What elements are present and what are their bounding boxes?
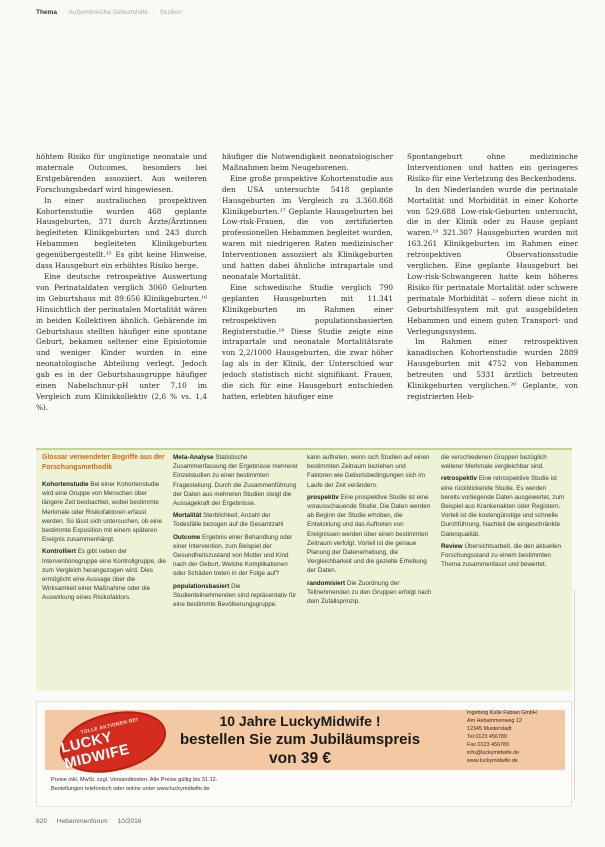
glossary-definition: Die Zuordnung der Teilnehmenden zu den Gruppen erfolgt nach dem Zufallsprinzip. bbox=[307, 579, 432, 606]
glossary-definition: die verschiedenen Gruppen bezüglich weiterer Merkmale vergleichbar sind. bbox=[441, 454, 547, 471]
glossary-entry bbox=[173, 533, 298, 579]
ad-fineprint bbox=[51, 776, 351, 793]
glossary-definition: Sterblichkeit, Anzahl der Todesfälle bezogen auf die Gesamtzahl bbox=[173, 512, 284, 529]
glossary-column-3 bbox=[307, 453, 432, 689]
paragraph: häufiger die Notwendigkeit neonatologischer Maßnahmen beim Neugeborenen. bbox=[222, 152, 393, 172]
paragraph: Eine deutsche retrospektive Auswertung von Perinataldaten verglich 3060 Geburten im Geburtshaus mit 89.656 Klinikgeburten.¹⁶ Hinsichtlich der perinatalen Mortalität wären in beiden Kollektiven ähnlich. Gebärende im Geburtshaus stellten häufiger eine spontane Geburt, bekamen seltener eine Episiotomie und weniger Kinder wurden in eine neonatologische Abteilung verlegt. Jedoch gab es in der Geburtshausgruppe häufiger einen Nabelschnur-pH unter 7,10 im Vergleich zum Klinikkollektiv (2,6 % vs. 1,4 %). bbox=[36, 271, 207, 412]
logo-tagline: TOLLE AKTIONEN BEI bbox=[80, 716, 139, 736]
glossary-definition: Eine prospektive Studie ist eine vorausschauende Studie. Die Daten werden ab Beginn der Studie erhoben, die Entwicklung und das Auftreten von Ereignissen werden über einen bestimmten Zeitraum verfolgt. Vorteil ist die genaue Planung der Datenerhebung, die Vergleichbarkeit und die gezielte Erhebung der Daten. bbox=[307, 493, 431, 575]
glossary-title: Glossar verwendeter Begriffe aus der Forschungsmethodik bbox=[42, 454, 165, 471]
glossary-entry bbox=[173, 453, 298, 508]
article-column-1 bbox=[36, 152, 207, 434]
glossary-term: populationsbasiert bbox=[173, 582, 230, 590]
glossary-column-4 bbox=[441, 453, 566, 689]
glossary-entry bbox=[307, 453, 432, 490]
glossary-entry bbox=[441, 453, 566, 471]
contact-line: Tel 0123 456789 bbox=[467, 734, 507, 740]
paragraph: Eine große prospektive Kohortenstudie aus den USA untersuchte 5418 geplante Hausgeburten im Vergleich zu 3.360.868 Klinikgeburten.¹⁷ Geplante Hausgeburten bei Low-risk-Frauen, die von zertifizierten professionellen Hebammen begleitet wurden, waren mit niedrigeren Raten medizinischer Interventionen assoziiert als Klinikgeburten und hatten dabei ähnliche intrapartale und neonatale Mortalität. bbox=[222, 173, 393, 281]
header-section: Thema bbox=[36, 9, 57, 16]
glossary-definition: kann auftreten, wenn sich Studien auf einen bestimmten Zeitraum beziehen und Faktoren wie Geburtsbedingungen sich im Laufe der Zeit verändern. bbox=[307, 454, 430, 489]
glossary-entry bbox=[173, 582, 298, 610]
glossary-definition: Übersichtsarbeit, die den aktuellen Forschungsstand zu einem bestimmten Thema zusammenfasst und bewertet. bbox=[441, 542, 562, 569]
page-header bbox=[36, 9, 576, 21]
margin-rule bbox=[574, 590, 580, 800]
glossary-definition: Es gibt neben der Interventionsgruppe eine Kontrollgruppe, die zum Vergleich herangezogen wird. Dies ermöglicht eine Aussage über die Wirksamkeit einer Maßnahme oder die Auswirkung eines Risikofaktors. bbox=[42, 548, 166, 602]
glossary-term: retrospektiv bbox=[441, 475, 478, 483]
header-topic: Außerklinische Geburtshilfe bbox=[68, 9, 148, 16]
glossary-term: Kohortenstudie bbox=[42, 481, 89, 488]
logo-wordmark: LUCKY MIDWIFE bbox=[59, 729, 132, 773]
glossary-term: Mortalität bbox=[173, 512, 202, 520]
glossary-entry bbox=[42, 480, 167, 544]
glossary-term: randomisiert bbox=[307, 579, 346, 587]
article-body bbox=[36, 152, 578, 434]
journal-issue: 10/2016 bbox=[117, 818, 142, 825]
header-separator: · bbox=[61, 9, 64, 16]
glossary-definition: Statistische Zusammenfassung der Ergebnisse mehrerer Einzelstudien zu einer bestimmten Fragestellung. Durch die Zusammenführung der Daten aus mehreren Studien steigt die Aussagekraft der Ergebnisse. bbox=[173, 454, 298, 508]
contact-line: 12345 Musterstadt bbox=[467, 726, 512, 732]
header-separator-2: · bbox=[152, 9, 155, 16]
glossary-definition: Bei einer Kohortenstudie wird eine Gruppe von Menschen über längere Zeit beobachtet, wobei bestimmte Merkmale oder Risikofaktoren erfasst werden. So lässt sich untersuchen, ob eine bestimmte Exposition mit einem späteren Ereignis zusammenhängt. bbox=[42, 481, 163, 544]
contact-line: www.luckymidwife.de bbox=[467, 758, 518, 764]
glossary-entry bbox=[42, 547, 167, 602]
glossary-entry bbox=[441, 542, 566, 570]
glossary-entry bbox=[307, 493, 432, 576]
ad-fineprint-line: Bestellungen telefonisch oder online unter www.luckymidwife.de bbox=[51, 785, 210, 792]
glossary-term: Review bbox=[441, 542, 463, 550]
contact-line: Ingeborg Kulle Fabian GmbH bbox=[467, 710, 537, 716]
ad-price: von 39 € bbox=[268, 750, 332, 767]
journal-name: Hebammenforum bbox=[56, 818, 108, 825]
glossary-definition: Die Studienteilnehmenden sind repräsentativ für eine bestimmte Bevölkerungsgruppe. bbox=[173, 582, 297, 609]
contact-line: Am Hebammenweg 12 bbox=[467, 718, 522, 724]
glossary-term: Outcome bbox=[173, 533, 201, 541]
glossary-definition: Ergebnis einer Behandlung oder einer Intervention, zum Beispiel der Gesundheitszustand von Mutter und Kind nach der Geburt. Welche Komplikationen oder Schäden treten in der Folge auf? bbox=[173, 533, 293, 578]
paragraph: Eine schwedische Studie verglich 790 geplanten Hausgeburten mit 11.341 Klinikgeburten im Rahmen einer retrospektiven populationsbasierten Registerstudie.¹⁸ Diese Studie zeigte eine intrapartale und neonatale Mortalitätsrate von 2,2/1000 Hausgeburten, die zwar höher lag als in der Klinik, der Unterschied war jedoch statistisch nicht signifikant. Frauen, die sich für eine Hausgeburt entschieden hatten, erlebten häufiger eine bbox=[222, 282, 393, 401]
ad-subline: bestellen Sie zum Jubiläumspreis bbox=[179, 731, 421, 748]
ad-contact bbox=[467, 709, 559, 767]
contact-line: info@luckymidwife.de bbox=[467, 750, 520, 756]
glossary-entry bbox=[173, 511, 298, 529]
paragraph: In den Niederlanden wurde die perinatale Mortalität und Morbidität in einer Kohorte von 529.688 Low-risk-Geburten untersucht, die in der Klinik oder zu Hause geplant waren.¹⁹ 321.307 Hausgeburten wurden mit 163.261 Klinikgeburten im Rahmen einer retrospektiven Observationsstudie verglichen. Eine geplante Hausgeburt bei Low-risk-Schwangeren hatte kein höheres Risiko für perinatale Mortalität oder schwere perinatale Morbidität – sofern diese nicht in Geburtshilfesystem mit gut ausgebildeten Hebammen und einem guten Transport- und Verlegungssystem. bbox=[407, 184, 578, 336]
glossary-definition: Eine retrospektive Studie ist eine rückblickende Studie. Es werden bereits vorliegende Daten ausgewertet, zum Beispiel aus Krankenakten oder Registern. Vorteil ist die kostengünstige und schnelle Durchführung, Nachteil die eingeschränkte Datenqualität. bbox=[441, 475, 565, 538]
glossary-box bbox=[36, 448, 572, 691]
paragraph: höhtem Risiko für ungünstige neonatale und maternale Outcomes, besonders bei Erstgebärenden assoziiert. Aus weiteren Forschungsbedarf wird hingewiesen. bbox=[36, 152, 207, 194]
paragraph: Spontangeburt ohne medizinische Interventionen und hatten ein geringeres Risiko für eine Verletzung des Beckenbodens. bbox=[407, 152, 578, 183]
glossary-term: Kontrolliert bbox=[42, 548, 76, 556]
glossary-term: prospektiv bbox=[307, 493, 339, 501]
ad-fineprint-line: Preise inkl. MwSt. zzgl. Versandkosten. Alle Preise gültig bis 31.12. bbox=[51, 777, 218, 783]
glossary-column-1 bbox=[42, 453, 167, 689]
paragraph: In einer australischen prospektiven Kohortenstudie wurden 468 geplante Hausgeburten, 371 durch Ärzte/Ärztinnen begleiteten Klinikgeburten und 243 durch Hebammen begleiteten Klinikgeburten gegenübergestellt.¹⁵ Es gibt keine Hinweise, dass Hausgeburt ein erhöhtes Risiko berge. bbox=[36, 195, 207, 271]
header-subtopic: Studien bbox=[159, 9, 182, 16]
glossary-term: Meta-Analyse bbox=[173, 454, 214, 461]
article-column-3 bbox=[407, 152, 578, 434]
contact-line: Fax 0123 456780 bbox=[467, 742, 509, 748]
glossary-entry bbox=[307, 579, 432, 607]
article-column-2 bbox=[222, 152, 393, 434]
page-number: 820 bbox=[36, 818, 48, 825]
advertisement[interactable] bbox=[36, 701, 572, 807]
ad-headline: 10 Jahre LuckyMidwife ! bbox=[219, 713, 381, 729]
page-footer bbox=[36, 818, 336, 830]
glossary-column-2 bbox=[173, 453, 298, 689]
paragraph: Im Rahmen einer retrospektiven kanadischen Kohortenstudie wurden 2889 Hausgeburten mit 4752 von Hebammen betreuten und 5331 ärztlich betreuten Klinikgeburten verglichen.²⁰ Geplante, von registrierten Heb- bbox=[407, 337, 578, 401]
glossary-entry bbox=[441, 474, 566, 538]
